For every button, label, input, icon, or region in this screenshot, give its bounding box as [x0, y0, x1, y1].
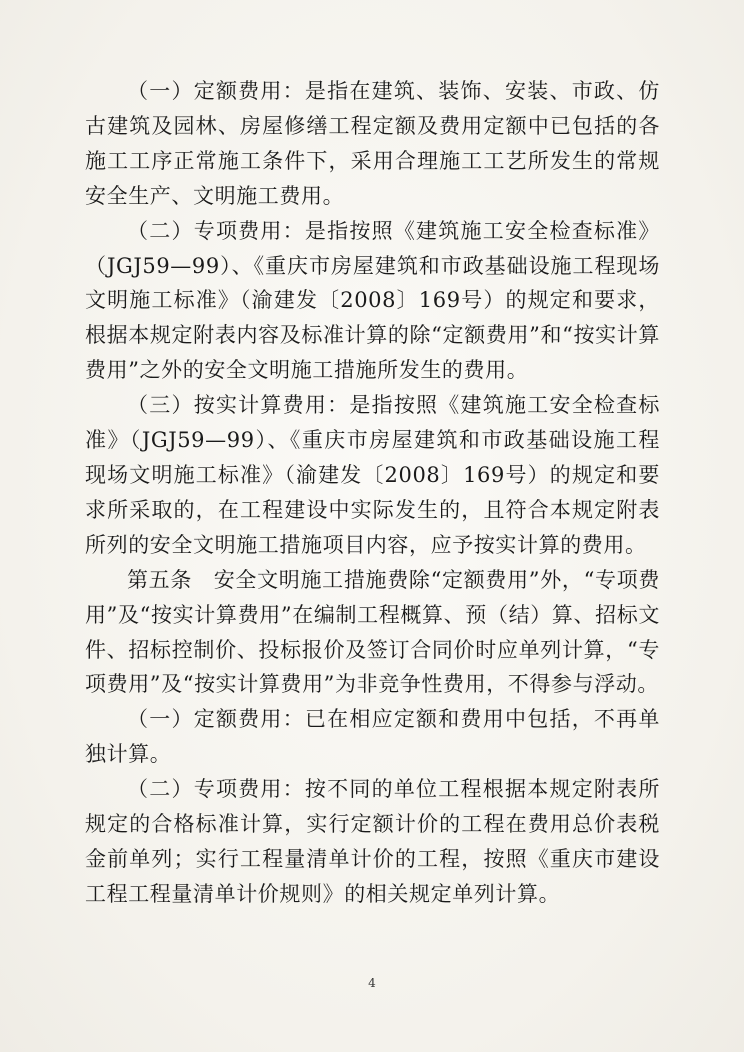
paragraph-special-fee-rule: （二）专项费用：按不同的单位工程根据本规定附表所规定的合格标准计算，实行定额计价的工程在费用总价表税金前单列；实行工程量清单计价的工程，按照《重庆市建设工程工程量清单计价规则》的相关规定单列计算。	[85, 777, 660, 906]
paragraph-actual-fee: （三）按实计算费用：是指按照《建筑施工安全检查标准》（JGJ59—99）、《重庆市房屋建筑和市政基础设施工程现场文明施工标准》（渝建发〔2008〕169号）的规定和要求所采取的，在工程建设中实际发生的，且符合本规定附表所列的安全文明施工措施项目内容，应予按实计算的费用。	[85, 393, 660, 557]
paragraph-article-five: 第五条 安全文明施工措施费除“定额费用”外，“专项费用”及“按实计算费用”在编制工程概算、预（结）算、招标文件、招标控制价、投标报价及签订合同价时应单列计算，“专项费用”及“按实计算费用”为非竞争性费用，不得参与浮动。	[85, 567, 660, 697]
page-number: 4	[368, 976, 376, 990]
paragraph-quota-fee-rule: （一）定额费用：已在相应定额和费用中包括，不再单独计算。	[85, 707, 660, 767]
document-body	[85, 74, 660, 912]
paragraph-special-fee: （二）专项费用：是指按照《建筑施工安全检查标准》（JGJ59—99）、《重庆市房屋建筑和市政基础设施工程现场文明施工标准》（渝建发〔2008〕169号）的规定和要求，根据本规定附表内容及标准计算的除“定额费用”和“按实计算费用”之外的安全文明施工措施所发生的费用。	[85, 218, 660, 383]
paragraph-quota-fee: （一）定额费用：是指在建筑、装饰、安装、市政、仿古建筑及园林、房屋修缮工程定额及费用定额中已包括的各施工工序正常施工条件下，采用合理施工工艺所发生的常规安全生产、文明施工费用。	[85, 79, 660, 208]
